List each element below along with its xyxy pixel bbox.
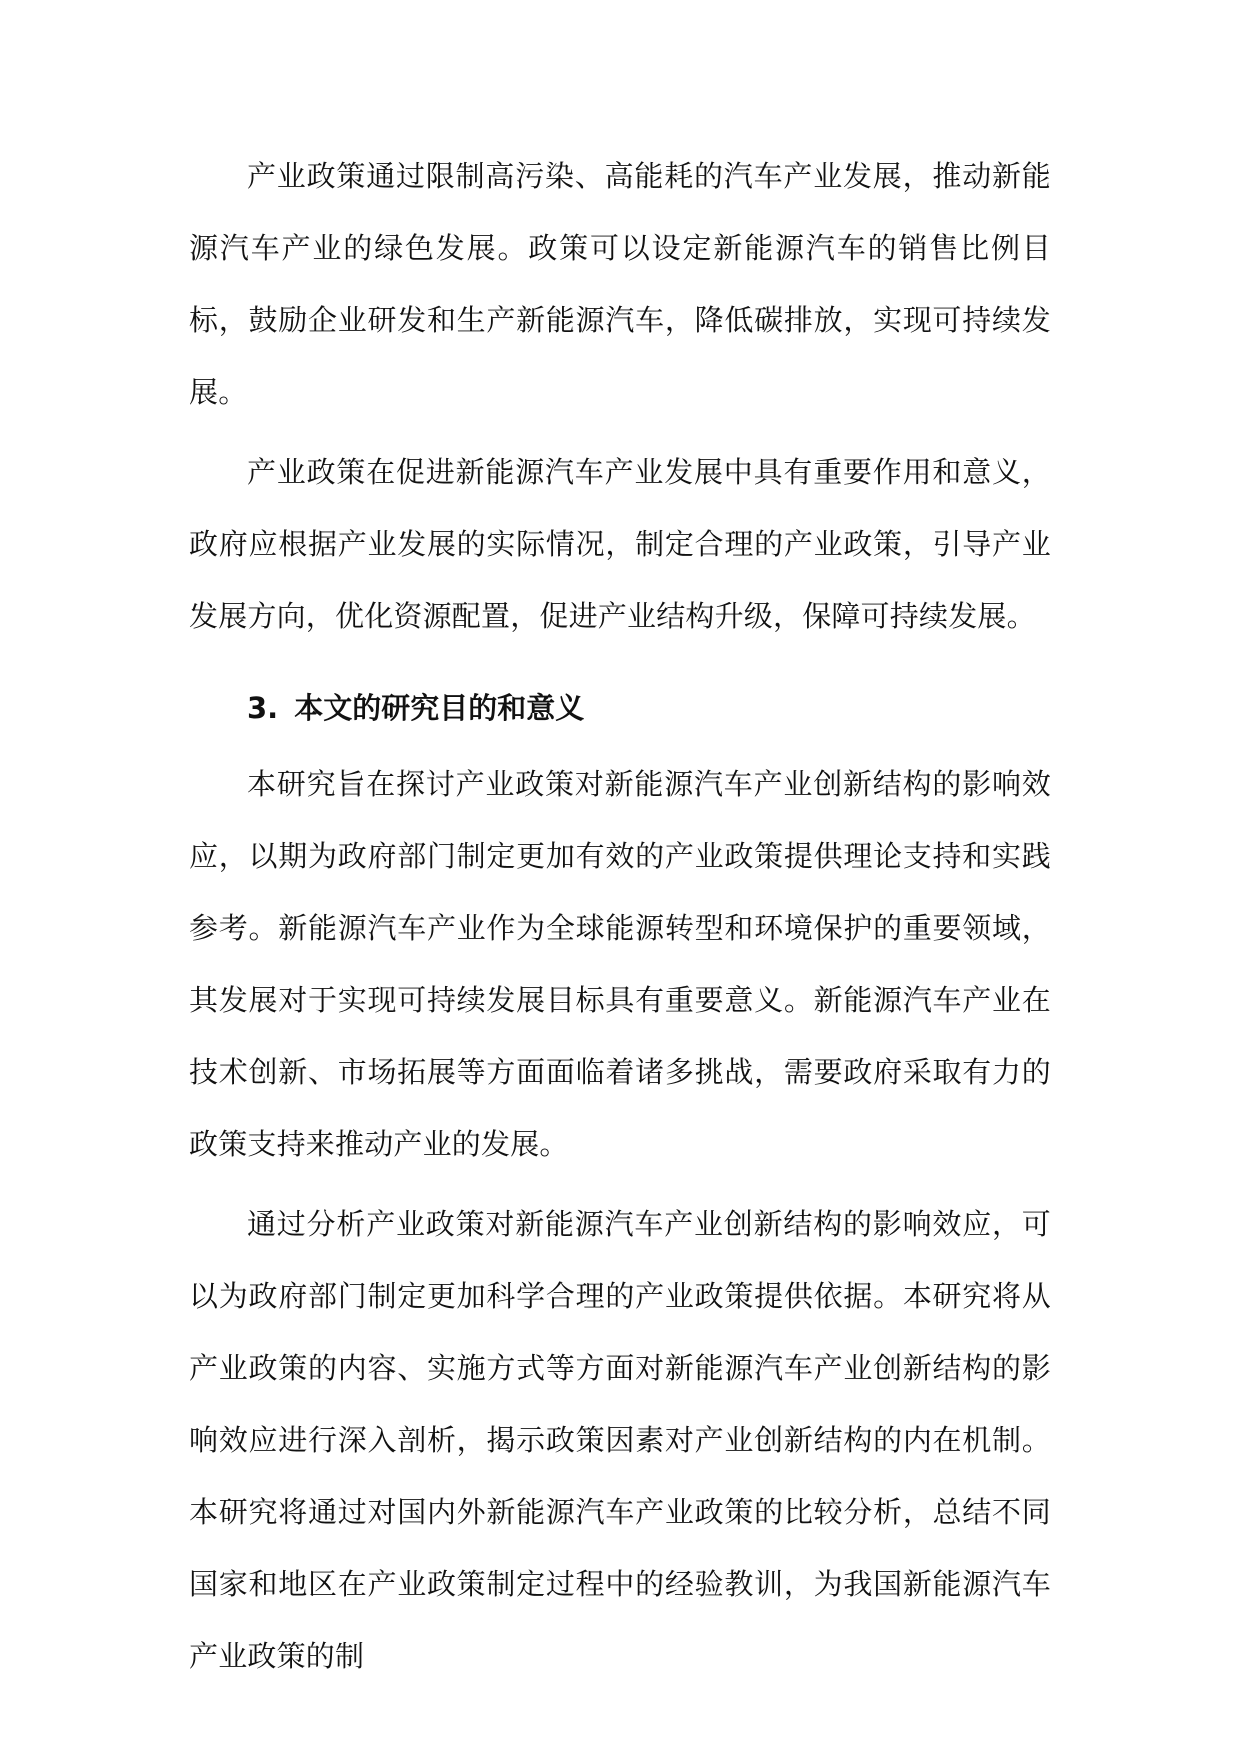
section-number: 3.	[247, 691, 279, 725]
body-paragraph-green-development: 产业政策通过限制高污染、高能耗的汽车产业发展，推动新能源汽车产业的绿色发展。政策可以设定新能源汽车的销售比例目标，鼓励企业研发和生产新能源汽车，降低碳排放，实现可持续发展。	[189, 159, 1051, 409]
document-body	[189, 140, 1051, 1692]
body-paragraph-research-significance: 通过分析产业政策对新能源汽车产业创新结构的影响效应，可以为政府部门制定更加科学合理的产业政策提供依据。本研究将从产业政策的内容、实施方式等方面对新能源汽车产业创新结构的影响效应进行深入剖析，揭示政策因素对产业创新结构的内在机制。本研究将通过对国内外新能源汽车产业政策的比较分析，总结不同国家和地区在产业政策制定过程中的经验教训，为我国新能源汽车产业政策的制	[189, 1207, 1051, 1673]
body-paragraph-policy-role: 产业政策在促进新能源汽车产业发展中具有重要作用和意义，政府应根据产业发展的实际情况，制定合理的产业政策，引导产业发展方向，优化资源配置，促进产业结构升级，保障可持续发展。	[189, 455, 1051, 633]
body-paragraph-research-purpose: 本研究旨在探讨产业政策对新能源汽车产业创新结构的影响效应，以期为政府部门制定更加有效的产业政策提供理论支持和实践参考。新能源汽车产业作为全球能源转型和环境保护的重要领域，其发展对于实现可持续发展目标具有重要意义。新能源汽车产业在技术创新、市场拓展等方面面临着诸多挑战，需要政府采取有力的政策支持来推动产业的发展。	[189, 767, 1051, 1161]
section-title: 本文的研究目的和意义	[294, 691, 585, 725]
section-heading	[189, 676, 1051, 740]
